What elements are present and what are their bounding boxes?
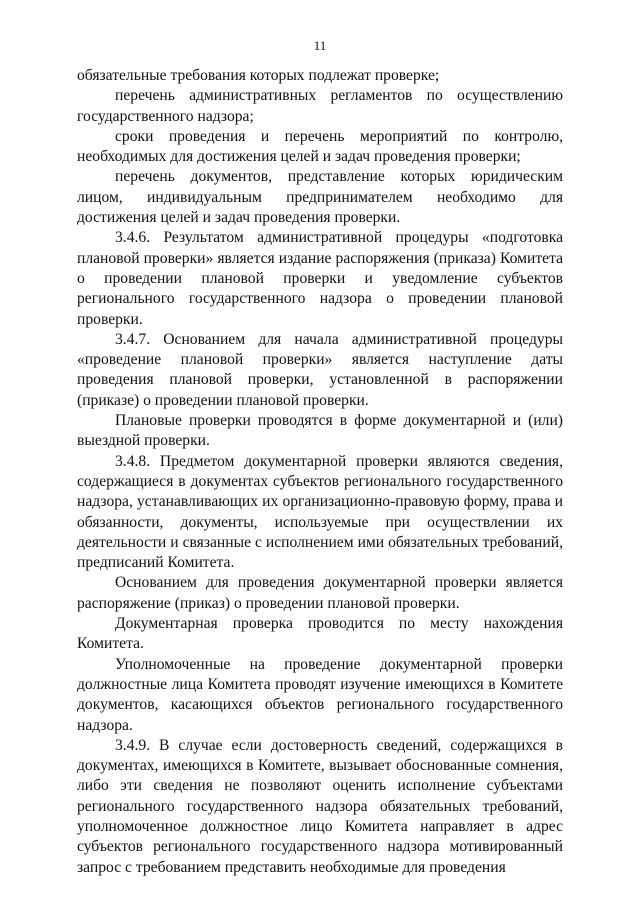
paragraph: Уполномоченные на проведение документарной проверки должностные лица Комитета проводят изучение имеющихся в Комитете документов, касающихся объектов регионального государственного надзора. — [77, 655, 563, 734]
page-number: 11 — [313, 38, 327, 53]
paragraph: 3.4.7. Основанием для начала административной процедуры «проведение плановой проверки» является наступление даты проведения плановой проверки, установленной в распоряжении (приказе) о проведении плановой проверки. — [77, 330, 563, 409]
paragraph: 3.4.8. Предметом документарной проверки являются сведения, содержащиеся в документах субъектов регионального государственного надзора, устанавливающих их организационно-правовую форму, права и обязанности, документы, используемые при осуществлении их деятельности и связанные с исполнением ими обязательных требований, предписаний Комитета. — [77, 452, 563, 572]
paragraph: перечень документов, представление которых юридическим лицом, индивидуальным предпринимателем необходимо для достижения целей и задач проведения проверки. — [77, 168, 563, 227]
paragraph: 3.4.6. Результатом административной процедуры «подготовка плановой проверки» является издание распоряжения (приказа) Комитета о проведении плановой проверки и уведомление субъектов регионального государственного надзора о проведении плановой проверки. — [77, 229, 563, 328]
paragraph: Документарная проверка проводится по месту нахождения Комитета. — [77, 615, 563, 653]
paragraph: Плановые проверки проводятся в форме документарной и (или) выездной проверки. — [77, 412, 563, 450]
paragraph: Основанием для проведения документарной проверки является распоряжение (приказ) о проведении плановой проверки. — [77, 574, 563, 612]
document-body — [77, 66, 563, 878]
paragraph: обязательные требования которых подлежат проверке; — [77, 67, 440, 84]
paragraph: перечень административных регламентов по осуществлению государственного надзора; — [77, 87, 563, 125]
paragraph: сроки проведения и перечень мероприятий по контролю, необходимых для достижения целей и задач проведения проверки; — [77, 127, 563, 166]
paragraph-last: 3.4.9. В случае если достоверность сведений, содержащихся в документах, имеющихся в Комитете, вызывает обоснованные сомнения, либо эти сведения не позволяют оценить исполнение субъектами регионального государственного надзора обязательных требований, уполномоченное должностное лицо Комитета направляет в адрес субъектов регионального государственного надзора мотивированный запрос с требованием представить необходимые для проведения — [77, 736, 563, 876]
